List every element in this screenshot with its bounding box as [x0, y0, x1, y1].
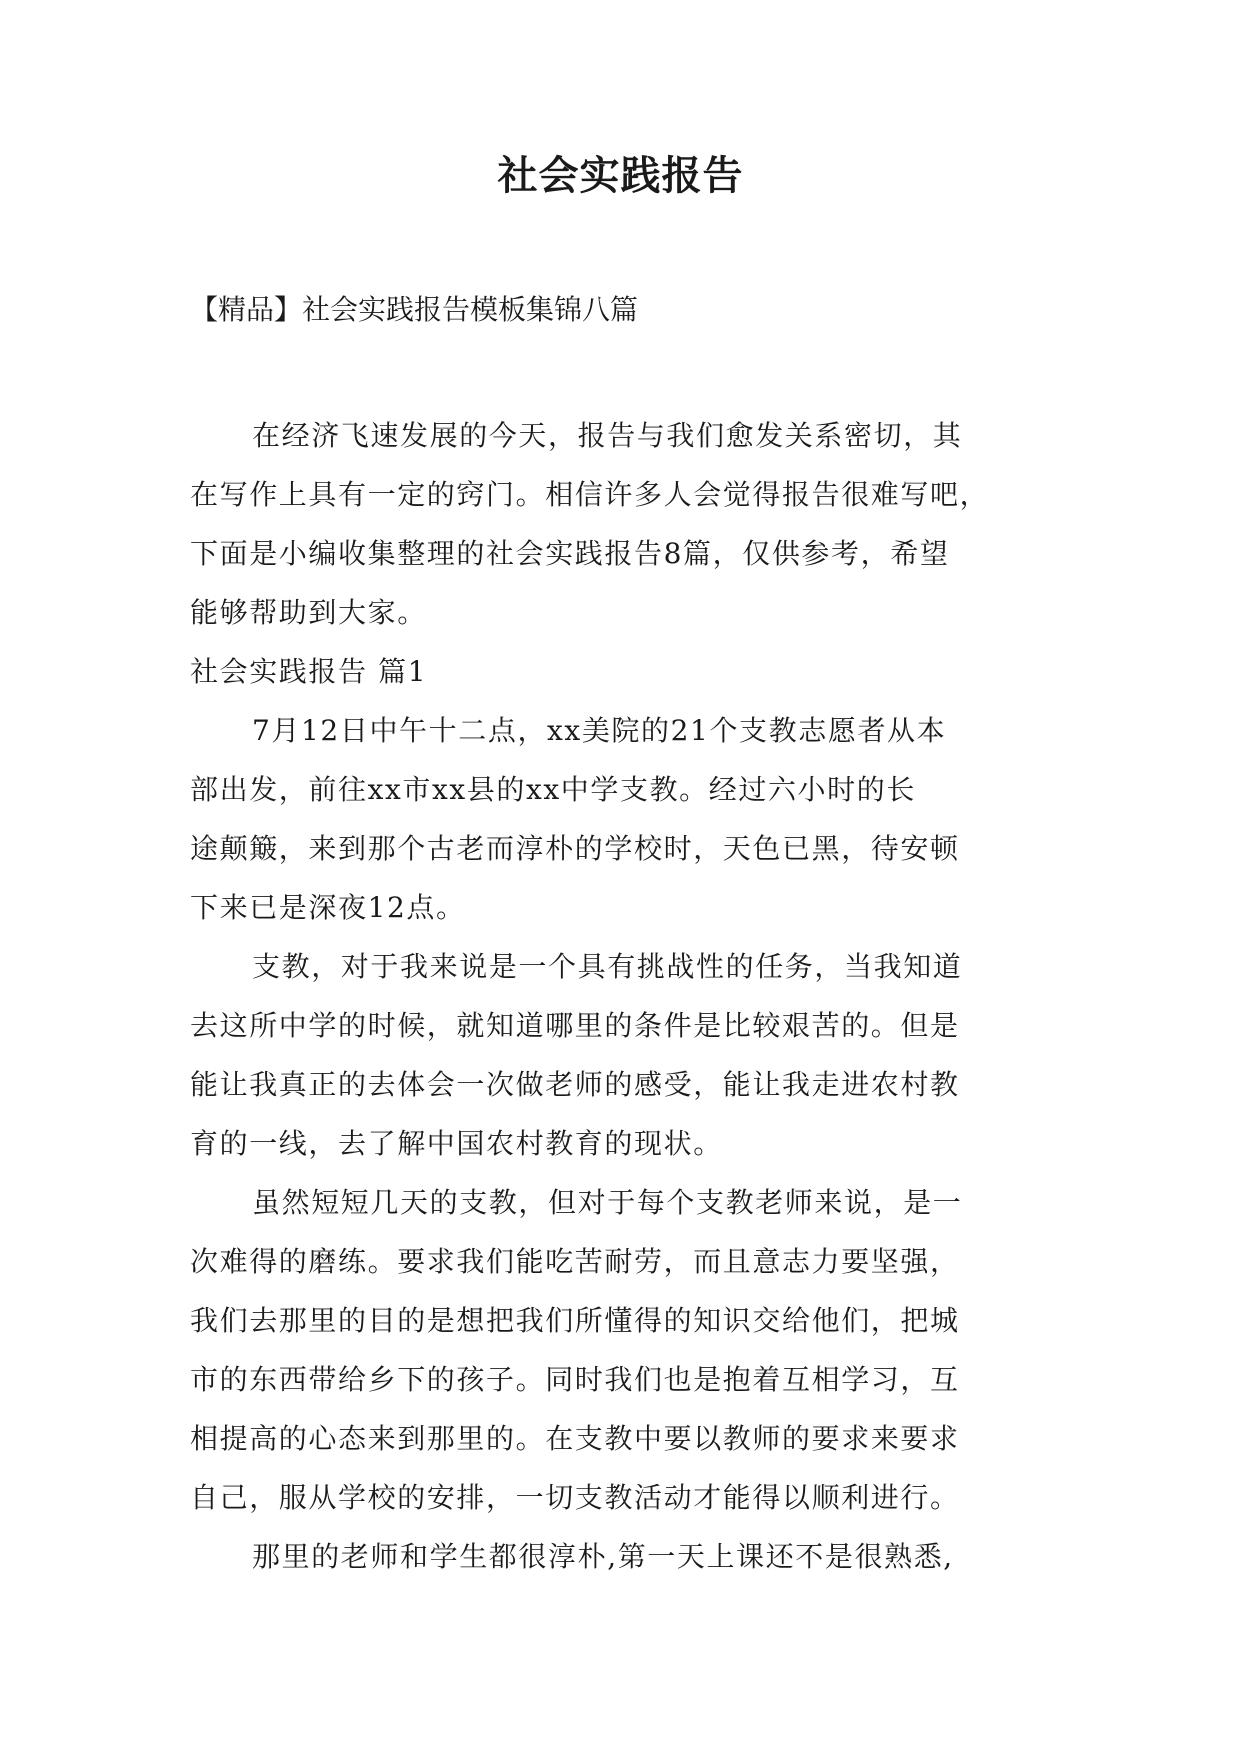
body-paragraph	[190, 701, 1052, 937]
text-line: 市的东西带给乡下的孩子。同时我们也是抱着互相学习，互	[190, 1363, 960, 1396]
body-paragraph	[190, 937, 1052, 1173]
text-line: 育的一线，去了解中国农村教育的现状。	[190, 1127, 723, 1160]
document-body	[190, 406, 1052, 1586]
text-line: 在写作上具有一定的窍门。相信许多人会觉得报告很难写吧，	[190, 478, 990, 511]
text-line: 自己，服从学校的安排，一切支教活动才能得以顺利进行。	[190, 1481, 960, 1514]
text-line: 下来已是深夜12点。	[190, 891, 466, 924]
text-line: 部出发，前往xx市xx县的xx中学支教。经过六小时的长	[190, 773, 916, 806]
document-subtitle: 【精品】社会实践报告模板集锦八篇	[190, 293, 639, 326]
text-line: 能够帮助到大家。	[190, 596, 427, 629]
text-line: 在经济飞速发展的今天，报告与我们愈发关系密切，其	[252, 419, 963, 452]
text-line: 相提高的心态来到那里的。在支教中要以教师的要求来要求	[190, 1422, 960, 1455]
section-heading	[190, 642, 1052, 701]
text-line: 能让我真正的去体会一次做老师的感受，能让我走进农村教	[190, 1068, 960, 1101]
text-line: 我们去那里的目的是想把我们所懂得的知识交给他们，把城	[190, 1304, 960, 1337]
text-line: 下面是小编收集整理的社会实践报告8篇，仅供参考，希望	[190, 537, 950, 570]
text-line: 支教，对于我来说是一个具有挑战性的任务，当我知道	[252, 950, 963, 983]
body-paragraph	[190, 406, 1052, 642]
text-line: 虽然短短几天的支教，但对于每个支教老师来说，是一	[252, 1186, 963, 1219]
body-paragraph	[190, 1527, 1052, 1586]
body-paragraph	[190, 1173, 1052, 1527]
text-line: 途颠簸，来到那个古老而淳朴的学校时，天色已黑，待安顿	[190, 832, 960, 865]
document-title: 社会实践报告	[497, 153, 744, 199]
text-line: 去这所中学的时候，就知道哪里的条件是比较艰苦的。但是	[190, 1009, 960, 1042]
text-line: 7月12日中午十二点，xx美院的21个支教志愿者从本	[252, 714, 947, 747]
text-line: 次难得的磨练。要求我们能吃苦耐劳，而且意志力要坚强，	[190, 1245, 960, 1278]
text-line: 社会实践报告 篇1	[190, 655, 428, 688]
text-line: 那里的老师和学生都很淳朴,第一天上课还不是很熟悉,	[252, 1540, 954, 1573]
